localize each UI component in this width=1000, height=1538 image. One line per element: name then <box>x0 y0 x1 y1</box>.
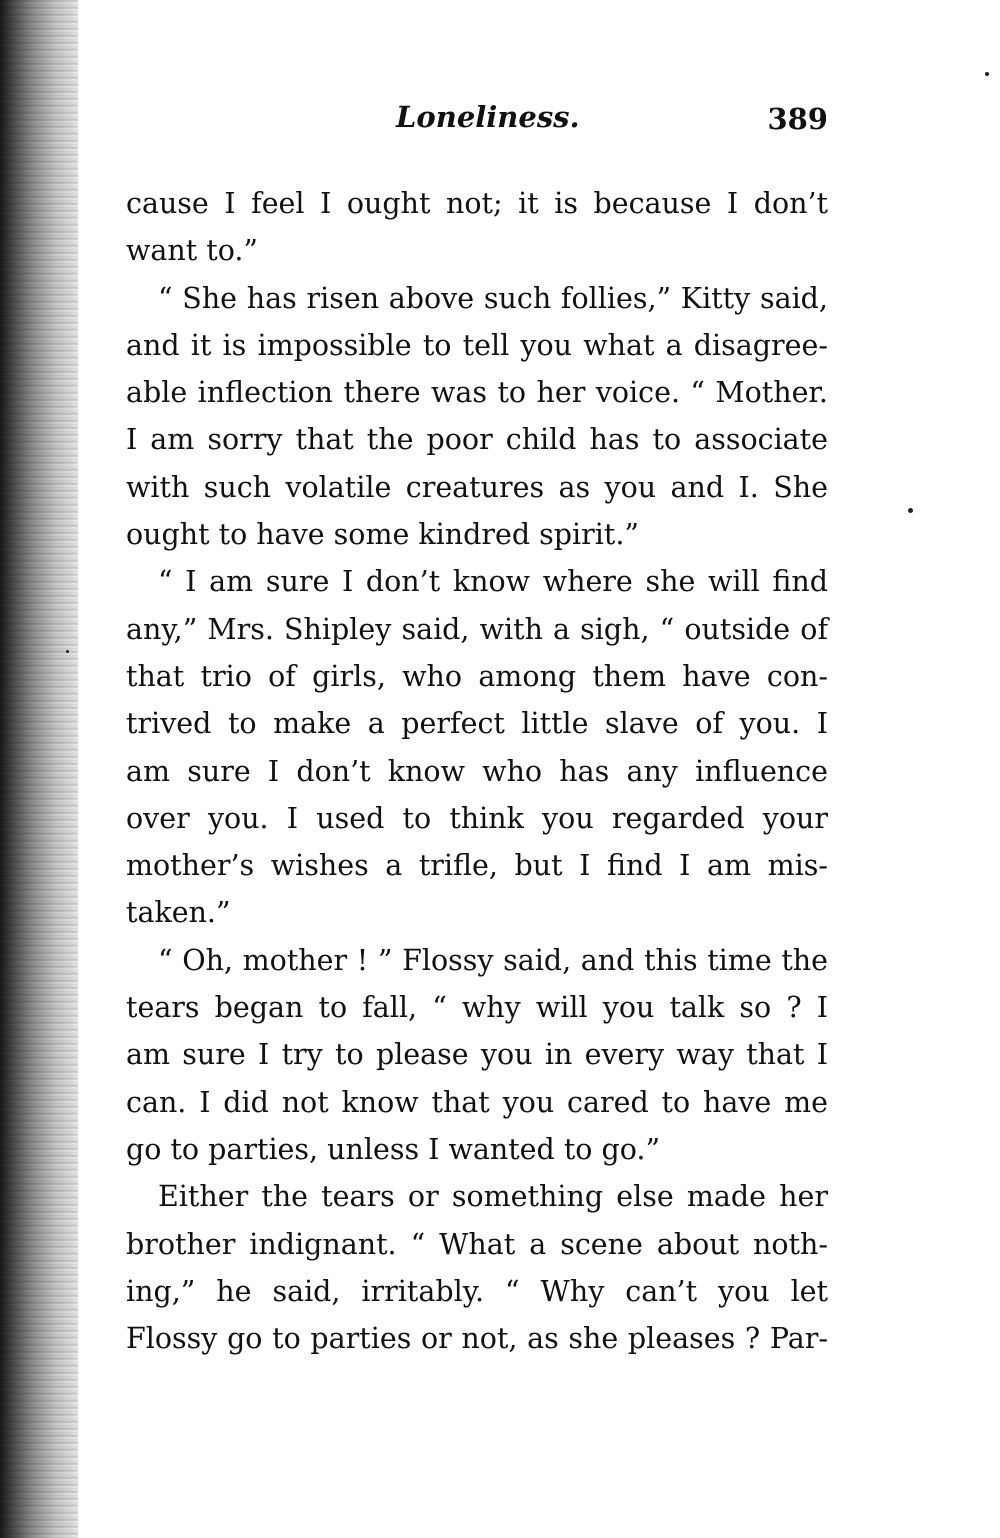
running-title: Loneliness. <box>396 100 580 134</box>
text-line: ought to have some kindred spirit.” <box>126 518 639 552</box>
text-line: want to.” <box>126 234 258 268</box>
text-line: with such volatile creatures as you and I. She <box>126 470 828 504</box>
text-line: “ I am sure I don’t know where she will find <box>158 565 828 599</box>
body-text <box>126 180 828 1362</box>
ink-speck <box>66 650 69 653</box>
text-line: mother’s wishes a trifle, but I find I am mis- <box>126 849 828 883</box>
text-line: tears began to fall, “ why will you talk so ? I <box>126 991 828 1025</box>
text-line: any,” Mrs. Shipley said, with a sigh, “ outside of <box>126 612 828 646</box>
page-gutter-shadow <box>0 0 78 1538</box>
text-line: am sure I don’t know who has any influence <box>126 754 828 788</box>
text-line: I am sorry that the poor child has to associate <box>126 423 828 457</box>
text-line: ing,” he said, irritably. “ Why can’t you let <box>126 1274 828 1308</box>
ink-speck <box>985 72 989 76</box>
text-line: Either the tears or something else made her <box>158 1180 828 1214</box>
text-line: cause I feel I ought not; it is because I don’t <box>126 187 828 220</box>
text-line: Flossy go to parties or not, as she pleases ? Par- <box>126 1322 828 1356</box>
text-line: “ She has risen above such follies,” Kitty said, <box>158 281 828 315</box>
text-line: can. I did not know that you cared to have me <box>126 1085 828 1119</box>
running-head <box>126 100 828 148</box>
text-line: go to parties, unless I wanted to go.” <box>126 1132 661 1166</box>
page-number: 389 <box>767 102 828 136</box>
ink-speck <box>908 508 913 513</box>
text-line: trived to make a perfect little slave of you. I <box>126 707 828 741</box>
text-line: and it is impossible to tell you what a disagree- <box>126 328 828 362</box>
text-line: taken.” <box>126 896 231 930</box>
text-line: over you. I used to think you regarded your <box>126 801 828 835</box>
text-line: am sure I try to please you in every way that I <box>126 1038 828 1072</box>
text-line: able inflection there was to her voice. “ Mother. <box>126 376 828 410</box>
text-line: “ Oh, mother ! ” Flossy said, and this time the <box>158 943 828 977</box>
text-line: that trio of girls, who among them have con- <box>126 659 828 693</box>
text-line: brother indignant. “ What a scene about noth- <box>126 1227 828 1261</box>
